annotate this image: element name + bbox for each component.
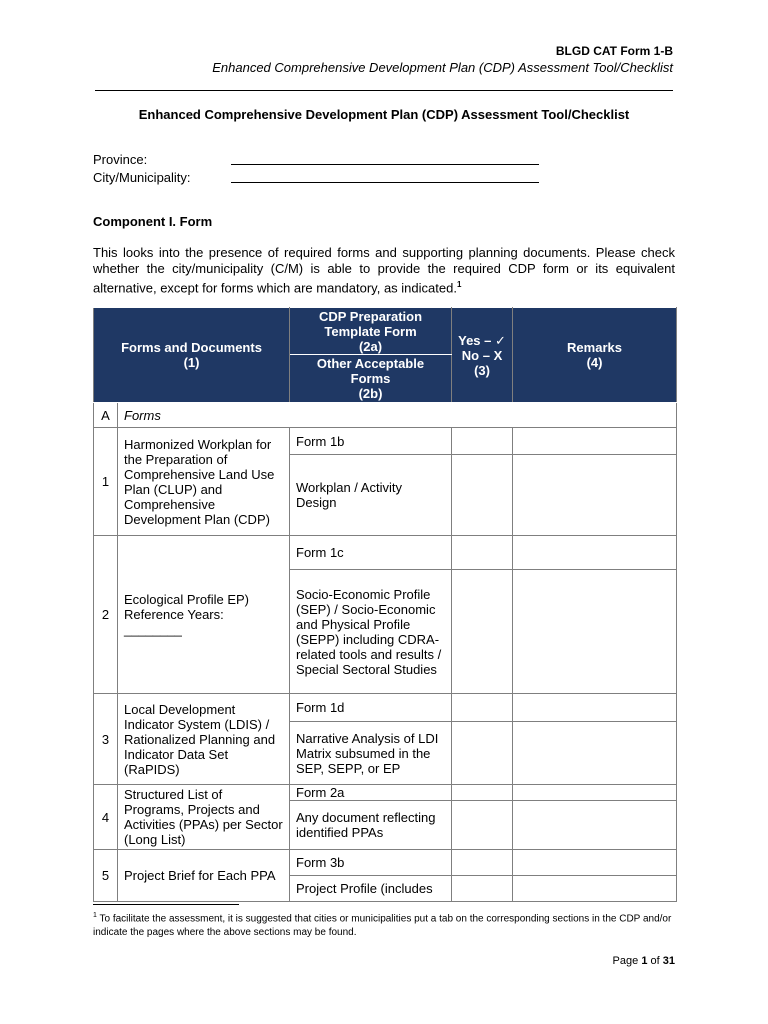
yes-no-cell[interactable] [452,570,513,694]
yes-no-cell[interactable] [452,694,513,722]
form-code: BLGD CAT Form 1-B [555,44,673,58]
yes-no-cell[interactable] [452,876,513,902]
header-template-form: CDP Preparation Template Form (2a) [290,308,452,355]
yes-no-cell[interactable] [452,785,513,801]
remarks-cell[interactable] [513,801,677,850]
row-number: 3 [94,694,118,785]
city-blank-line[interactable] [231,182,539,183]
table-row [94,428,677,455]
footnote-divider [93,904,239,905]
section-letter: A [94,403,118,428]
yes-no-cell[interactable] [452,722,513,785]
remarks-cell[interactable] [513,876,677,902]
yes-no-cell[interactable] [452,428,513,455]
component-heading: Component I. Form [93,214,213,229]
remarks-cell[interactable] [513,694,677,722]
yes-no-cell[interactable] [452,850,513,876]
document-name: Project Brief for Each PPA [118,850,290,902]
page-number: Page 1 of 31 [612,955,675,967]
template-form: Form 1d [290,694,452,722]
remarks-cell[interactable] [513,428,677,455]
yes-no-cell[interactable] [452,801,513,850]
yes-no-cell[interactable] [452,455,513,536]
template-form: Form 3b [290,850,452,876]
table-row [94,694,677,722]
remarks-cell[interactable] [513,455,677,536]
footnote-text: To facilitate the assessment, it is suggested that cities or municipalities put a tab on the corresponding sections in the CDP and/or indicate the pages where the above sections may be found. [93,913,672,939]
footnote-marker: 1 [93,912,97,919]
yes-no-cell[interactable] [452,536,513,570]
alternative-form: Socio-Economic Profile (SEP) / Socio-Economic and Physical Profile (SEPP) including CDRA-related tools and results / Special Sectoral Studies [290,570,452,694]
document-name: Ecological Profile EP) Reference Years: ________ [118,536,290,694]
remarks-cell[interactable] [513,785,677,801]
province-blank-line[interactable] [231,164,539,165]
footnote [93,909,677,940]
row-number: 4 [94,785,118,850]
header-other-forms: Other Acceptable Forms (2b) [290,355,452,403]
row-number: 2 [94,536,118,694]
assessment-table [93,307,677,902]
remarks-cell[interactable] [513,570,677,694]
alternative-form: Narrative Analysis of LDI Matrix subsumed in the SEP, SEPP, or EP [290,722,452,785]
row-number: 1 [94,428,118,536]
table-row [94,850,677,876]
city-field [93,170,543,186]
alternative-form: Any document reflecting identified PPAs [290,801,452,850]
section-row [94,403,677,428]
header-forms-documents: Forms and Documents (1) [94,308,290,403]
template-form: Form 1b [290,428,452,455]
header-divider [95,90,673,91]
remarks-cell[interactable] [513,722,677,785]
reference-years-blank[interactable]: ________ [124,622,182,637]
row-number: 5 [94,850,118,902]
remarks-cell[interactable] [513,850,677,876]
intro-paragraph [93,245,675,296]
table-row [94,785,677,801]
header-yes-no: Yes – ✓ No – X (3) [452,308,513,403]
province-field [93,152,543,168]
city-label: City/Municipality: [93,170,191,185]
document-name: Structured List of Programs, Projects and Activities (PPAs) per Sector (Long List) [118,785,290,850]
document-name: Harmonized Workplan for the Preparation of Comprehensive Land Use Plan (CLUP) and Comprehensive Development Plan (CDP) [118,428,290,536]
remarks-cell[interactable] [513,536,677,570]
alternative-form: Project Profile (includes [290,876,452,902]
document-title: Enhanced Comprehensive Development Plan (CDP) Assessment Tool/Checklist [138,107,630,122]
template-form: Form 1c [290,536,452,570]
alternative-form: Workplan / Activity Design [290,455,452,536]
template-form: Form 2a [290,785,452,801]
section-label: Forms [118,403,677,428]
document-name: Local Development Indicator System (LDIS) / Rationalized Planning and Indicator Data Set (RaPIDS) [118,694,290,785]
header-subtitle: Enhanced Comprehensive Development Plan (CDP) Assessment Tool/Checklist [212,60,673,75]
header-remarks: Remarks (4) [513,308,677,403]
province-label: Province: [93,152,148,167]
footnote-ref: 1 [456,280,462,289]
intro-text: This looks into the presence of required forms and supporting planning documents. Please check whether the city/municipality (C/M) is able to provide the required CDP form or its equivalent alternative, except for forms which are mandatory, as indicated. [93,245,675,296]
table-row [94,536,677,570]
